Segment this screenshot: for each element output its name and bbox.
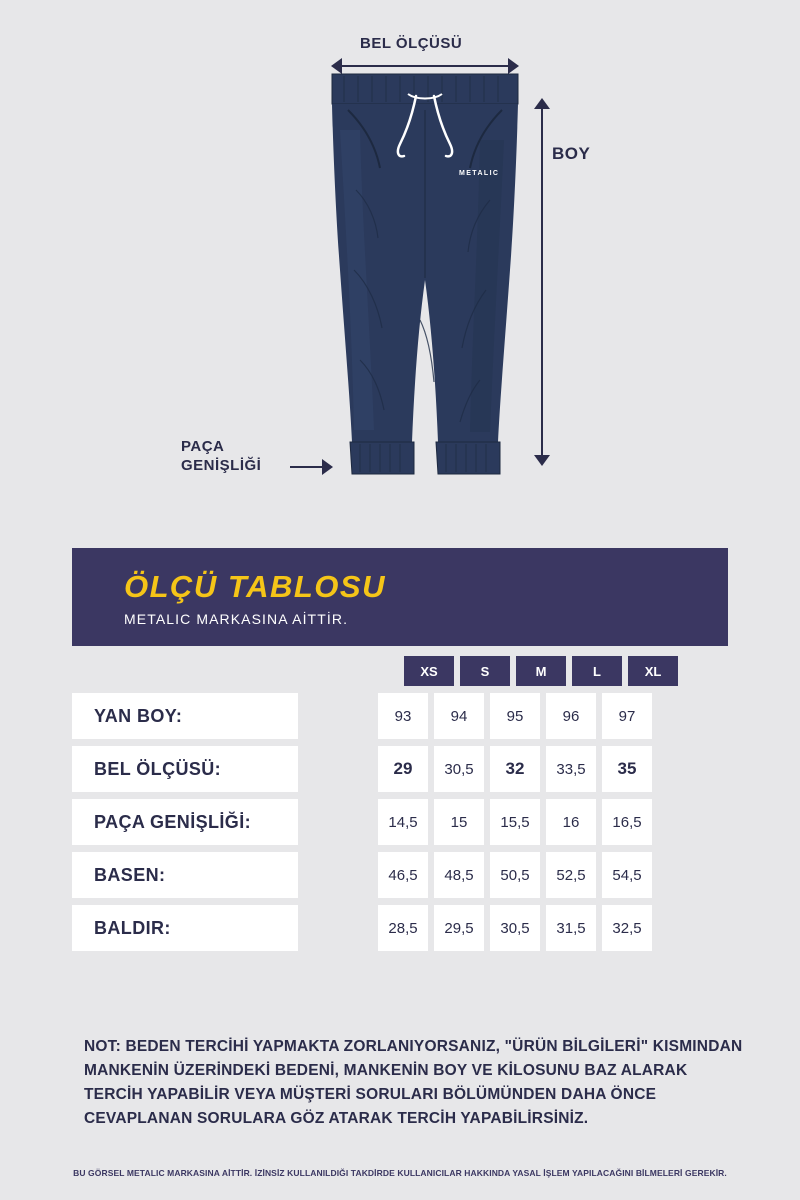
table-row — [72, 852, 728, 898]
length-measure-label: BOY — [552, 144, 591, 163]
leg-opening-label-line1: PAÇA — [181, 438, 225, 455]
row-spacer — [298, 693, 378, 739]
table-cell: 93 — [378, 693, 428, 739]
copyright-note: BU GÖRSEL METALIC MARKASINA AİTTİR. İZİNSİZ KULLANILDIĞI TAKDİRDE KULLANICILAR HAKKINDA YASAL İŞLEM YAPILACAĞINI BİLMELERİ GEREKİR. — [73, 1168, 727, 1178]
table-row — [72, 693, 728, 739]
row-spacer — [298, 852, 378, 898]
table-cell: 30,5 — [490, 905, 540, 951]
table-cell: 35 — [602, 746, 652, 792]
table-cell: 95 — [490, 693, 540, 739]
measurement-diagram — [0, 0, 800, 525]
size-header-s: S — [460, 656, 510, 686]
table-cell: 28,5 — [378, 905, 428, 951]
row-label: BALDIR: — [72, 905, 298, 951]
pants-brand-text: METALIC — [459, 170, 500, 177]
table-cell: 15,5 — [490, 799, 540, 845]
size-chart-card — [72, 548, 728, 951]
table-cell: 30,5 — [434, 746, 484, 792]
table-cell: 46,5 — [378, 852, 428, 898]
table-cell: 96 — [546, 693, 596, 739]
size-chart-title: ÖLÇÜ TABLOSU — [124, 569, 386, 604]
jogger-pants-illustration — [320, 70, 530, 490]
waist-arrow-line — [341, 65, 509, 67]
table-cell: 33,5 — [546, 746, 596, 792]
row-label: PAÇA GENİŞLİĞİ: — [72, 799, 298, 845]
table-cell: 29 — [378, 746, 428, 792]
length-arrow-line — [541, 108, 543, 458]
table-cell: 31,5 — [546, 905, 596, 951]
row-label: YAN BOY: — [72, 693, 298, 739]
table-cell: 16 — [546, 799, 596, 845]
leg-opening-label-line2: GENİŞLİĞİ — [181, 457, 262, 474]
table-cell: 50,5 — [490, 852, 540, 898]
size-header-m: M — [516, 656, 566, 686]
table-cell: 29,5 — [434, 905, 484, 951]
size-header-l: L — [572, 656, 622, 686]
length-arrow-down-head-icon — [534, 455, 550, 466]
table-cell: 15 — [434, 799, 484, 845]
waist-measure-label: BEL ÖLÇÜSÜ — [360, 35, 463, 52]
table-row — [72, 799, 728, 845]
table-cell: 94 — [434, 693, 484, 739]
row-spacer — [298, 799, 378, 845]
row-spacer — [298, 905, 378, 951]
size-note-text: NOT: BEDEN TERCİHİ YAPMAKTA ZORLANIYORSANIZ, "ÜRÜN BİLGİLERİ" KISMINDAN MANKENİN ÜZERİNDEKİ BEDENİ, MANKENİN BOY VE KİLOSUNU BAZ ALARAK TERCİH YAPABİLİR VEYA MÜŞTERİ SORULARI BÖLÜMÜNDEN DAHA ÖNCE CEVAPLANAN SORULARA GÖZ ATARAK TERCİH YAPABİLİRSİNİZ. — [84, 1038, 743, 1127]
table-cell: 52,5 — [546, 852, 596, 898]
row-label: BASEN: — [72, 852, 298, 898]
size-header-row — [72, 656, 728, 686]
row-spacer — [298, 746, 378, 792]
table-cell: 32 — [490, 746, 540, 792]
length-arrow-up-head-icon — [534, 98, 550, 109]
table-cell: 97 — [602, 693, 652, 739]
leg-opening-label — [181, 437, 261, 475]
table-cell: 32,5 — [602, 905, 652, 951]
size-chart-subtitle: METALIC MARKASINA AİTTİR. — [124, 611, 349, 627]
table-row — [72, 746, 728, 792]
table-cell: 48,5 — [434, 852, 484, 898]
size-header-xl: XL — [628, 656, 678, 686]
table-row — [72, 905, 728, 951]
size-chart-header — [72, 548, 728, 646]
row-label: BEL ÖLÇÜSÜ: — [72, 746, 298, 792]
table-cell: 16,5 — [602, 799, 652, 845]
table-cell: 14,5 — [378, 799, 428, 845]
table-cell: 54,5 — [602, 852, 652, 898]
size-header-xs: XS — [404, 656, 454, 686]
